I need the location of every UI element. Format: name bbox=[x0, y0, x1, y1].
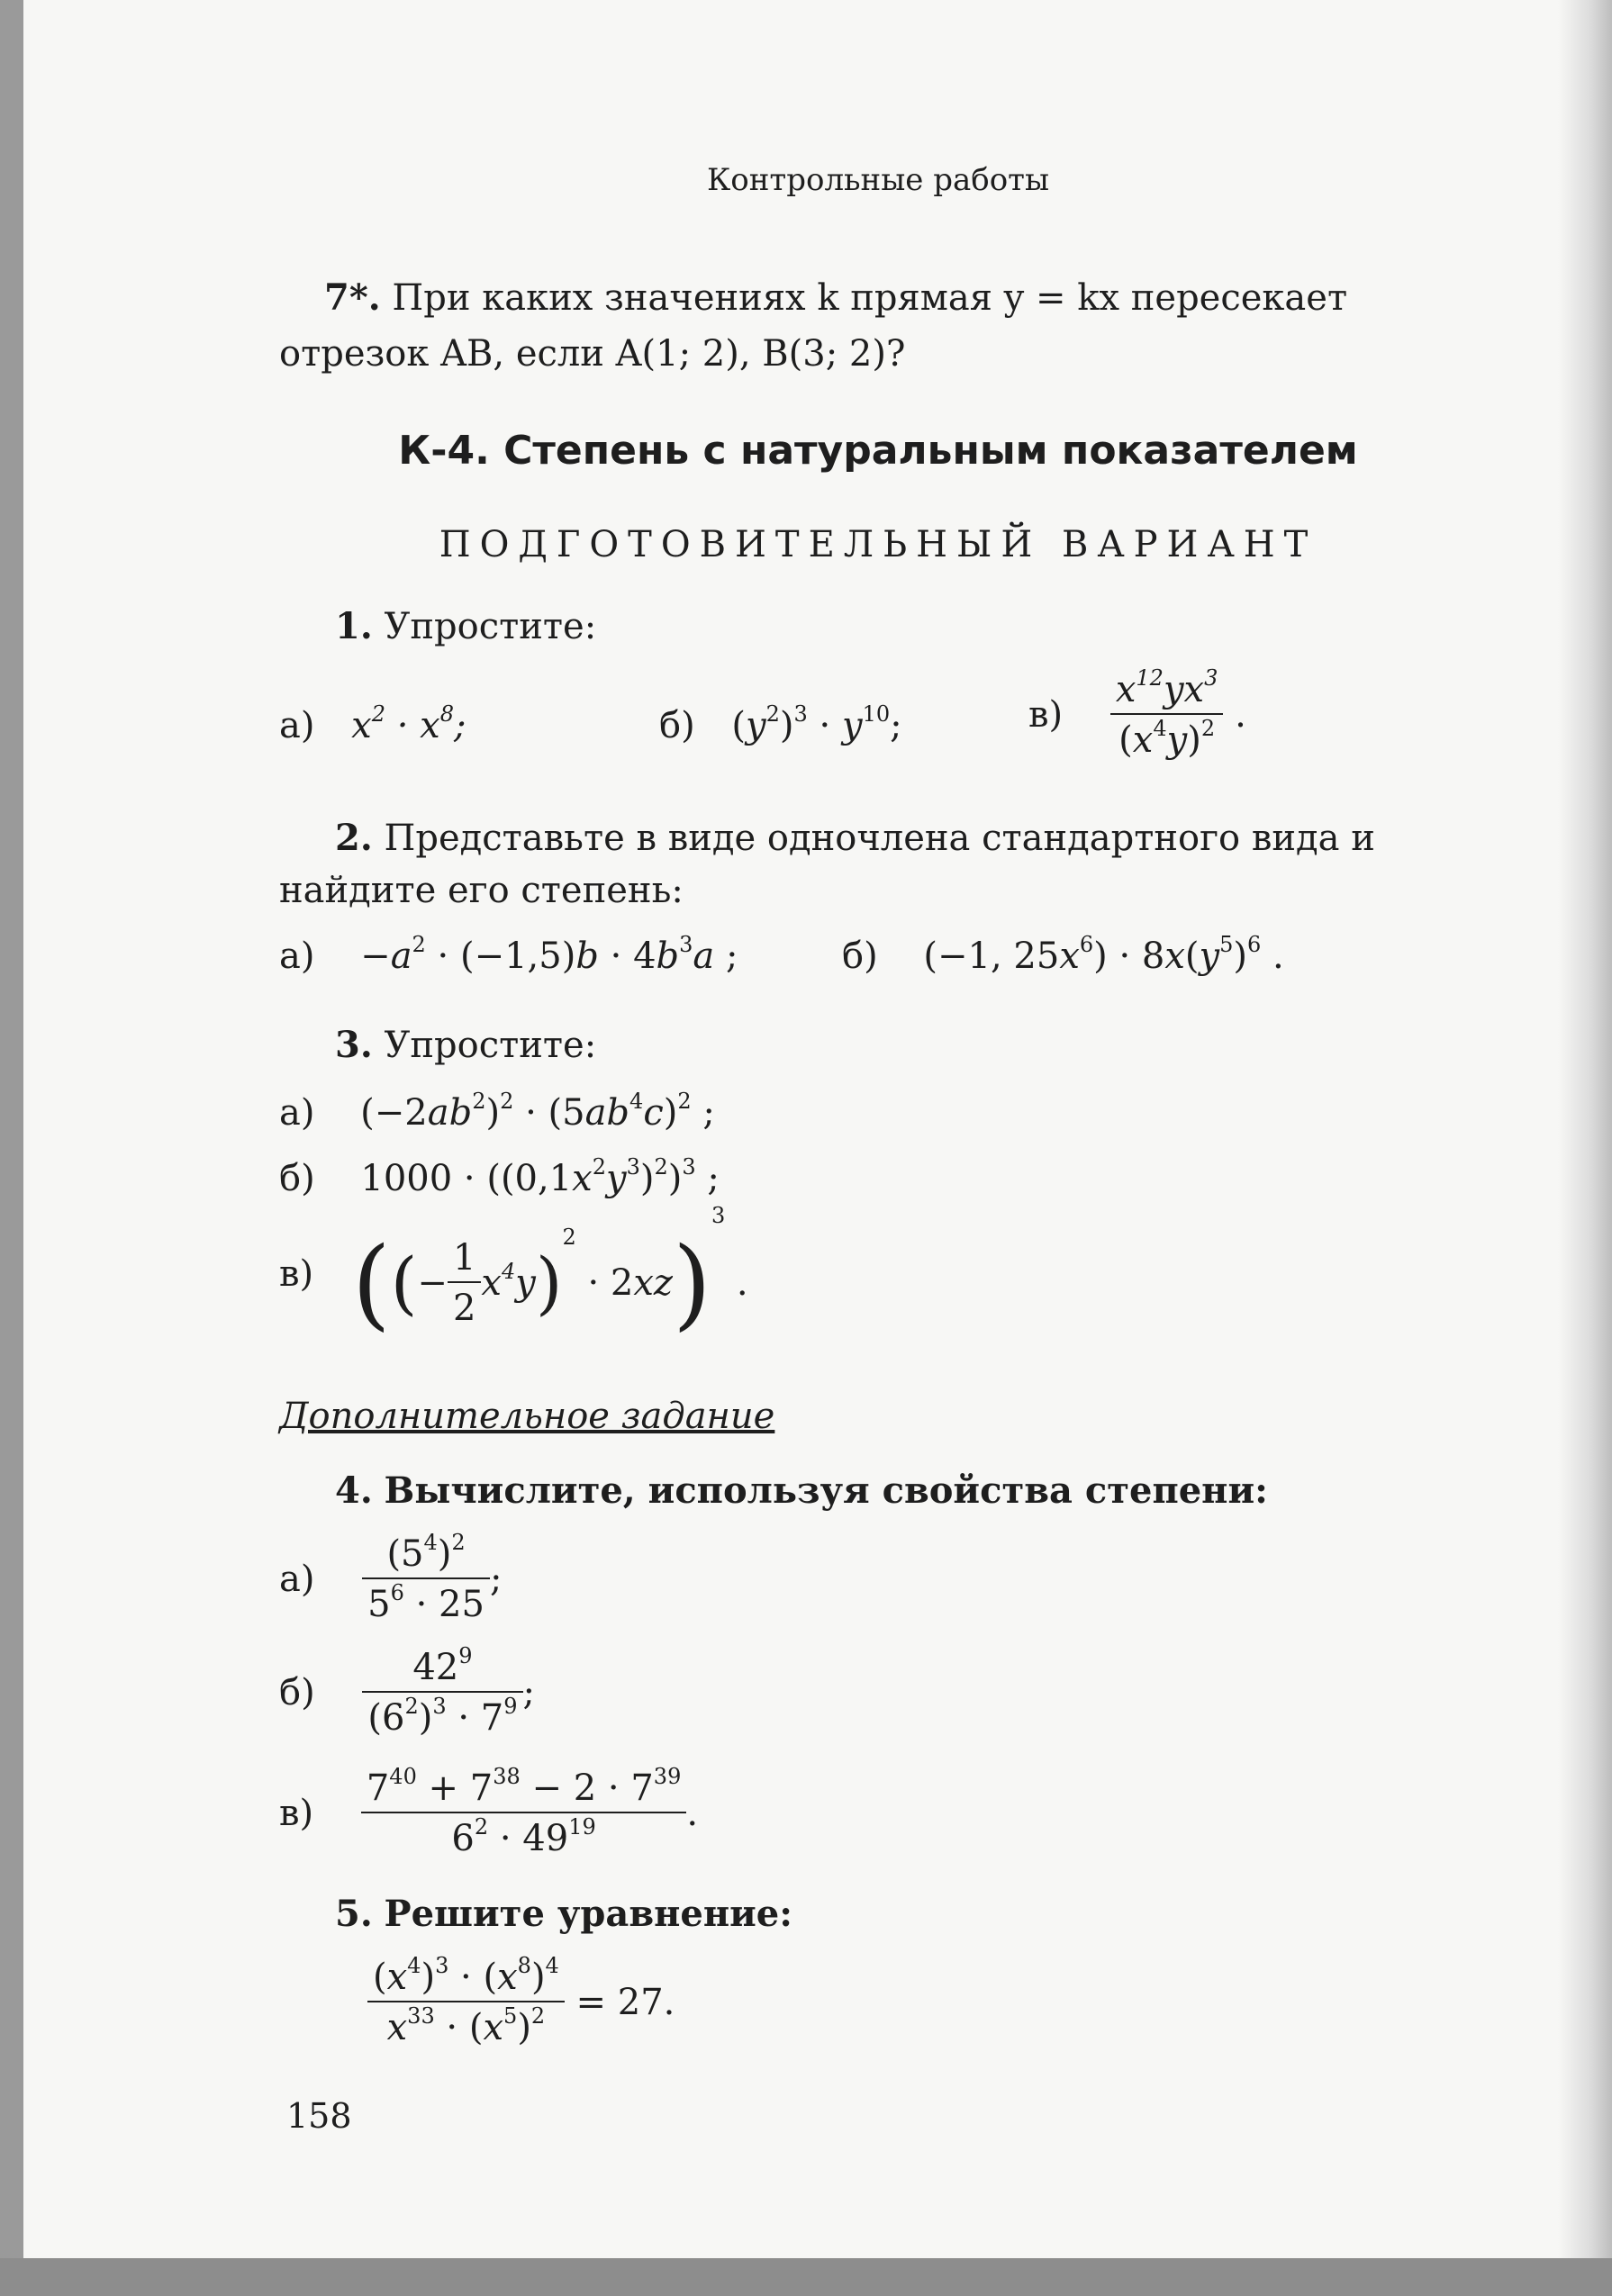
task-3b bbox=[279, 1155, 720, 1202]
task-5-number: 5. bbox=[335, 1893, 373, 1935]
task-3-heading bbox=[335, 1022, 596, 1069]
additional-task-heading: Дополнительное задание bbox=[279, 1396, 775, 1437]
task-4b-fraction: $\frac{42^9}{(6^2)^3 \cdot 7^9}$ bbox=[362, 1644, 522, 1741]
task-5-rhs: = 27. bbox=[575, 1982, 675, 2023]
problem-7-line1 bbox=[324, 275, 1347, 321]
task-4a: а) $\frac{(5^4)^2}{5^6 \cdot 25}$ ; bbox=[279, 1531, 502, 1628]
task-4-text: Вычислите, используя свойства степени: bbox=[384, 1469, 1268, 1512]
section-title: К-4. Степень с натуральным показателем bbox=[398, 428, 1358, 474]
task-5-fraction: $\frac{(x^4)^3 \cdot (x^8)^4}{x^{33} \cdot (x^5)^2}$ bbox=[367, 1954, 565, 2051]
task-4-number: 4. bbox=[335, 1469, 373, 1512]
task-1a-expression: $x^2 \cdot x^8$; bbox=[351, 701, 466, 746]
task-4c-fraction: $\frac{7^{40} + 7^{38} - 2 \cdot 7^{39}}{6^2 \cdot 49^{19}}$ bbox=[361, 1765, 687, 1862]
task-3b-label: б) bbox=[279, 1158, 315, 1199]
task-4c: в) $\frac{7^{40} + 7^{38} - 2 \cdot 7^{39}}{6^2 \cdot 49^{19}}$ . bbox=[279, 1765, 698, 1862]
task-2a bbox=[279, 933, 738, 980]
task-3c-expression: ((− $\frac{1}{2}$ $x^4y)^2 \cdot 2xz)^3$ . bbox=[351, 1203, 748, 1341]
task-2b-label: б) bbox=[842, 936, 878, 977]
task-2a-expression: $-a^2 \cdot (-1,5)b \cdot 4b^3a$ ; bbox=[360, 932, 738, 977]
task-1a-label: а) bbox=[279, 705, 315, 746]
page-fold-shadow bbox=[1558, 0, 1612, 2258]
task-1c-label: в) bbox=[1028, 694, 1064, 736]
task-4a-fraction: $\frac{(5^4)^2}{5^6 \cdot 25}$ bbox=[362, 1531, 490, 1628]
task-4c-label: в) bbox=[279, 1793, 314, 1834]
variant-title: ПОДГОТОВИТЕЛЬНЫЙ ВАРИАНТ bbox=[439, 524, 1318, 565]
scan-left-edge bbox=[0, 0, 23, 2296]
task-1-heading bbox=[335, 603, 596, 650]
task-1c-fraction: $\frac{x^{12}yx^3}{(x^4y)^2}$ bbox=[1110, 666, 1224, 764]
task-3c bbox=[279, 1203, 748, 1342]
problem-7-number: 7*. bbox=[324, 276, 381, 319]
task-5-equation bbox=[367, 1954, 675, 2051]
task-5-text: Решите уравнение: bbox=[384, 1893, 792, 1935]
task-2-number: 2. bbox=[335, 817, 373, 859]
task-4b-label: б) bbox=[279, 1672, 315, 1713]
task-2-line2: найдите его степень: bbox=[279, 870, 684, 911]
task-3-number: 3. bbox=[335, 1024, 373, 1066]
task-4a-label: а) bbox=[279, 1559, 315, 1600]
task-3a bbox=[279, 1089, 715, 1136]
running-head: Контрольные работы bbox=[706, 162, 1050, 198]
page-number: 158 bbox=[286, 2096, 352, 2136]
task-1b bbox=[659, 702, 902, 749]
problem-7-text-line1: При каких значениях k прямая y = kx пересекает bbox=[392, 277, 1348, 319]
task-3a-expression: $(-2ab^2)^2 \cdot (5ab^4c)^2$ ; bbox=[360, 1089, 715, 1134]
task-1b-label: б) bbox=[659, 705, 695, 746]
task-2b bbox=[842, 933, 1284, 980]
task-1b-expression: $(y^2)^3 \cdot y^{10}$; bbox=[731, 701, 902, 746]
task-2-text-line1: Представьте в виде одночлена стандартного вида и bbox=[384, 818, 1375, 859]
task-2b-expression: (−1, $25x^6) \cdot 8x(y^5)^6$ . bbox=[923, 932, 1284, 977]
scan-bottom-edge bbox=[0, 2258, 1612, 2296]
task-4-heading bbox=[335, 1468, 1268, 1514]
task-3a-label: а) bbox=[279, 1092, 315, 1134]
task-1c: в) $\frac{x^{12}yx^3}{(x^4y)^2}$ . bbox=[1028, 666, 1246, 764]
task-1a bbox=[279, 702, 466, 749]
task-2-line1 bbox=[335, 815, 1375, 862]
problem-7-line2: отрезок AB, если A(1; 2), B(3; 2)? bbox=[279, 333, 906, 375]
task-1-text: Упростите: bbox=[384, 606, 597, 647]
task-2a-label: а) bbox=[279, 936, 315, 977]
task-3c-label: в) bbox=[279, 1252, 314, 1295]
task-1-number: 1. bbox=[335, 605, 373, 647]
task-3-text: Упростите: bbox=[384, 1025, 597, 1066]
task-4b: б) $\frac{42^9}{(6^2)^3 \cdot 7^9}$ ; bbox=[279, 1644, 535, 1741]
task-3b-expression: $1000 \cdot ((0,1x^2y^3)^2)^3$ ; bbox=[360, 1154, 720, 1199]
task-5-heading bbox=[335, 1891, 792, 1938]
